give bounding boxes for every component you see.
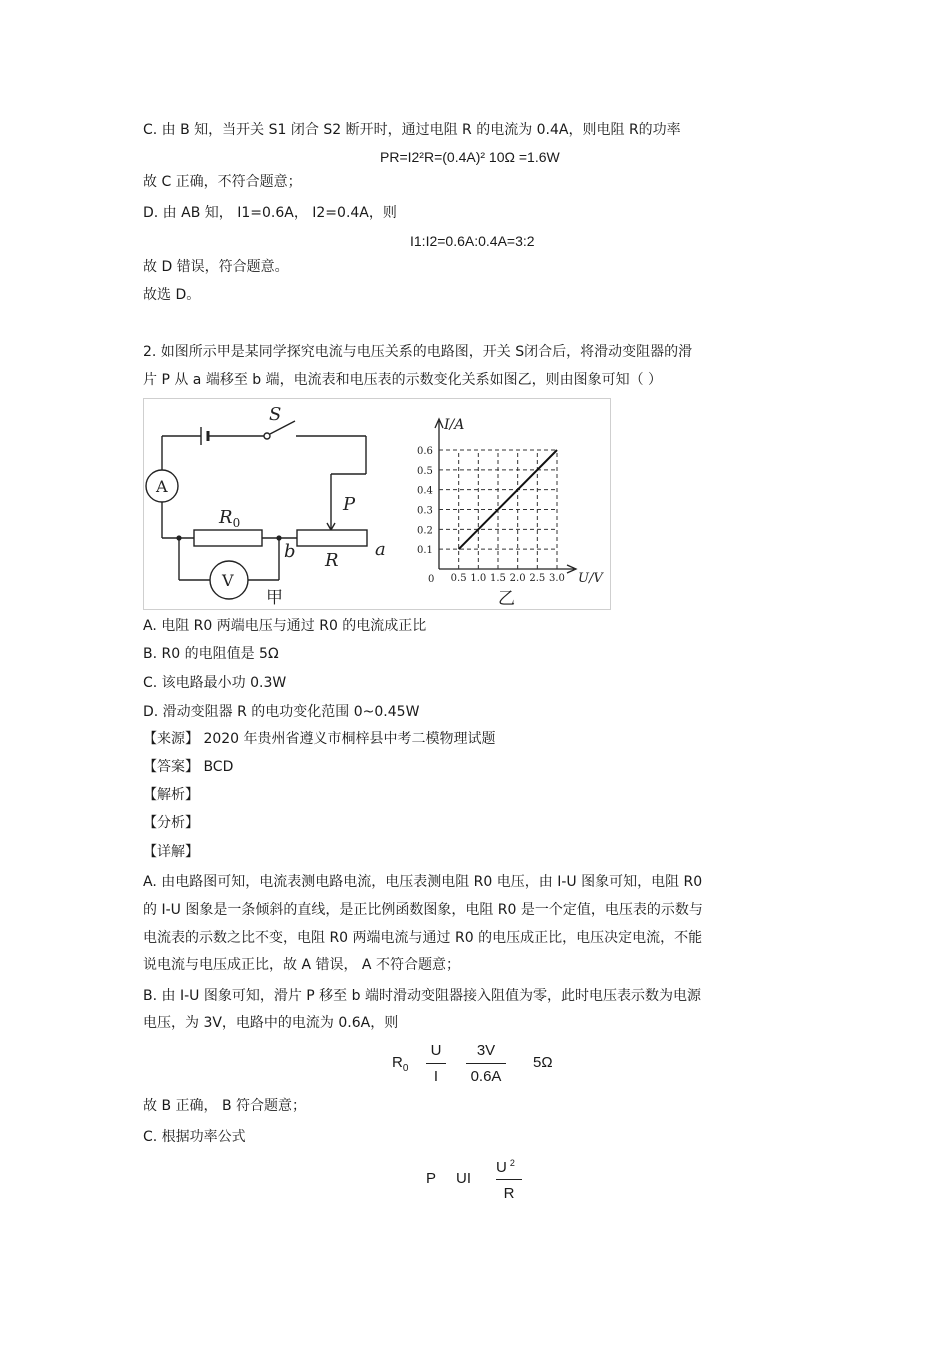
y-axis-label: I/A [444,417,465,433]
y-tick-label: 0.5 [417,465,433,477]
option-b: B. R0 的电阻值是 5Ω [143,646,279,662]
formula-b-num2: 3V [476,1042,496,1059]
formula-b-num1: U [430,1042,442,1059]
junction-left [176,535,181,540]
y-tick-label: 0.3 [417,505,433,517]
detail-heading: 【详解】 [143,844,199,860]
x-tick-label: 2.5 [529,573,546,584]
prev-d-line: D. 由 AB 知， I1=0.6A， I2=0.4A，则 [143,205,397,221]
junction-b [276,535,281,540]
formula-c-p: P [426,1170,437,1187]
explain-a-line-4: 说电流与电压成正比，故 A 错误， A 不符合题意； [143,957,460,973]
explain-c-line: C. 根据功率公式 [143,1129,246,1145]
question-line-1: 2. 如图所示甲是某同学探究电流与电压关系的电路图，开关 S闭合后，将滑动变阻器的滑 [143,344,693,360]
formula-c-ui: UI [456,1170,471,1187]
y-tick-label: 0.6 [417,446,433,457]
formula-c-exp: 2 [509,1158,515,1168]
r0-label-main: R [219,507,233,528]
formula-b-den1: I [433,1068,439,1085]
x-tick-label: 3.0 [549,573,565,584]
series-line-r0 [459,450,557,549]
x-tick-label: 1.5 [490,573,506,584]
rheostat-label: R [325,550,339,571]
explain-b-line-2: 电压，为 3V，电路中的电流为 0.6A，则 [143,1015,399,1031]
explain-a-line-2: 的 I-U 图象是一条倾斜的直线，是正比例函数图象，电阻 R0 是一个定值，电压表的示数与 [143,902,703,918]
formula-b-result: 5Ω [533,1054,553,1071]
breakdown-heading: 【分析】 [143,815,199,831]
x-axis-label: U/V [578,571,603,586]
resistor-r0 [194,530,262,546]
option-d: D. 滑动变阻器 R 的电功变化范围 0~0.45W [143,704,420,720]
iu-graph [417,417,604,609]
option-a: A. 电阻 R0 两端电压与通过 R0 的电流成正比 [143,618,427,634]
prev-c-line: C. 由 B 知，当开关 S1 闭合 S2 断开时，通过电阻 R 的电流为 0.4A，则电阻 R的功率 [143,122,681,138]
formula-b-lhs-sub: 0 [402,1063,409,1074]
conclusion-b: 故 B 正确， B 符合题意； [143,1098,307,1114]
graph-caption: 乙 [498,589,515,609]
ammeter-label: A [156,477,168,496]
formula-b-den2: 0.6A [470,1068,502,1085]
explain-a-line-3: 电流表的示数之比不变，电阻 R0 两端电流与通过 R0 的电压成正比，电压决定电流，不能 [143,930,703,946]
formula-c-num-main: U [496,1159,507,1176]
formula-b-lhs-main: R [392,1054,403,1071]
x-tick-label: 2.0 [509,573,526,584]
formula-c-num [496,1158,515,1176]
switch-label: S [269,404,282,425]
y-tick-label: 0.1 [417,545,433,557]
r0-label-sub: 0 [232,516,241,530]
y-tick-label: 0.4 [417,485,433,497]
prev-d-formula: I1:I2=0.6A:0.4A=3:2 [410,233,535,249]
option-c: C. 该电路最小功 0.3W [143,675,287,691]
explain-a-line-1: A. 由电路图可知，电流表测电路电流，电压表测电阻 R0 电压，由 I-U 图象可知，电阻 R0 [143,874,703,890]
slider-label: P [343,494,356,515]
end-a-label: a [375,539,386,560]
prev-d-conclusion: 故 D 错误，符合题意。 [143,259,289,275]
x-tick-label: 1.0 [470,573,487,584]
prev-c-conclusion: 故 C 正确，不符合题意； [143,174,302,190]
switch-contact-left [264,433,270,439]
rheostat-r [297,530,367,546]
formula-b-bar2 [466,1063,506,1064]
r0-label [218,507,240,530]
formula-b-lhs [392,1054,408,1074]
y-tick-label: 0.2 [417,525,433,537]
circuit-caption: 甲 [266,588,283,608]
end-b-label: b [284,541,296,562]
prev-c-formula: PR=I2²R=(0.4A)² 10Ω =1.6W [380,149,560,165]
source-line: 【来源】 2020 年贵州省遵义市桐梓县中考二模物理试题 [143,731,496,747]
answer-line: 【答案】 BCD [143,759,234,775]
figure-svg [144,399,610,609]
analysis-heading: 【解析】 [143,787,199,803]
formula-c-den: R [503,1185,515,1202]
formula-b-bar1 [426,1063,446,1064]
formula-c-bar [496,1179,522,1180]
prev-answer: 故选 D。 [143,287,201,303]
x-tick-label: 0.5 [450,573,467,584]
circuit-diagram [146,421,367,599]
question-line-2: 片 P 从 a 端移至 b 端，电流表和电压表的示数变化关系如图乙，则由图象可知（ ） [143,372,663,388]
explain-b-line-1: B. 由 I-U 图象可知，滑片 P 移至 b 端时滑动变阻器接入阻值为零，此时电压表示数为电源 [143,988,701,1004]
voltmeter-label: V [222,571,234,590]
origin-label: 0 [428,574,435,585]
question-figure [143,398,611,610]
